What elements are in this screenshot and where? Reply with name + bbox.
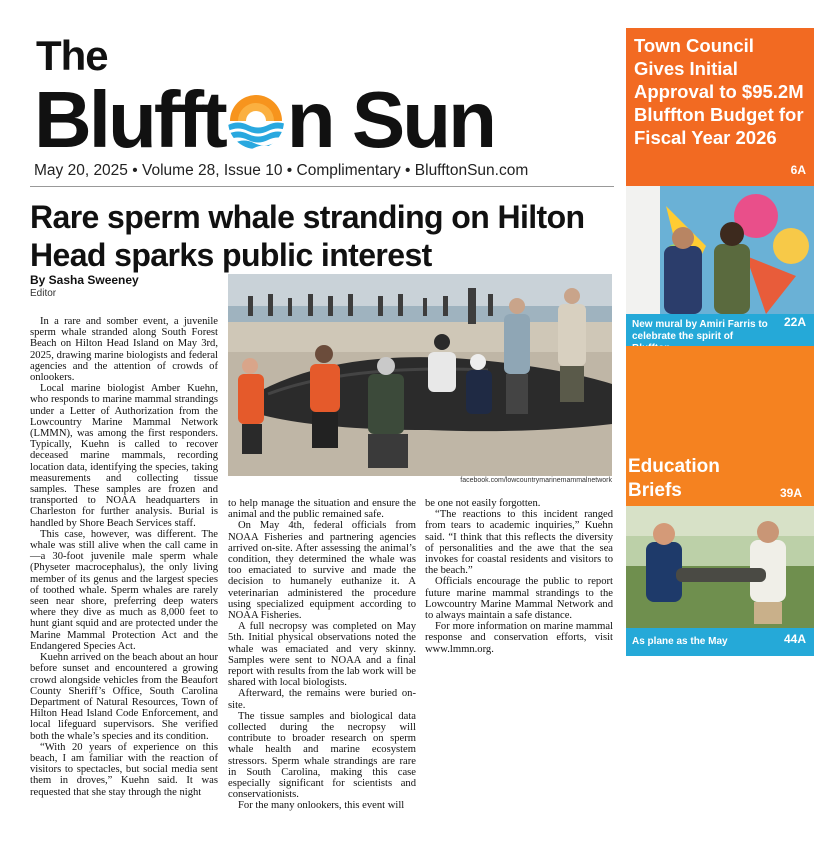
council-page-ref: 6A — [790, 163, 806, 177]
plane-caption-box[interactable] — [626, 628, 814, 656]
plane-page-ref: 44A — [783, 632, 806, 646]
paragraph: Officials encourage the public to report future marine mammal strandings to the Lowcountry Marine Mammal Network and to always maintain a safe distance. — [425, 576, 613, 622]
masthead — [34, 32, 614, 164]
education-title-line2: Briefs — [628, 480, 682, 501]
education-title-line1: Education — [628, 456, 720, 477]
paragraph: The tissue samples and biological data collected during the necropsy will contribute to broader research on sperm whale health and marine ecosystem stressors. Sperm whale strandings are rare in South Carolina, making this case especially significant for scientists and conservationists. — [228, 710, 416, 801]
education-page-ref: 39A — [780, 486, 803, 500]
council-headline: Town Council Gives Initial Approval to $95.2M Bluffton Budget for Fiscal Year 2026 — [634, 35, 804, 148]
article-headline: Rare sperm whale stranding on Hilton Head sparks public interest — [30, 199, 585, 273]
paragraph: A full necropsy was completed on May 5th. Initial physical observations noted the whale was emaciated and very skinny. Samples were sent to NOAA and a final report with results from the lab work will be shared with local biologists. — [228, 621, 416, 689]
paragraph: “The reactions to this incident ranged from tears to academic inquiries,” Kuehn said. “I think that this reflects the diversity of personalities and the awe that the sea invokes for coastal residents and visitors to the beach.” — [425, 509, 613, 577]
website[interactable]: BlufftonSun.com — [414, 162, 529, 179]
whale-stranding-photo — [228, 274, 612, 476]
volume-issue: Volume 28, Issue 10 — [141, 162, 283, 179]
paragraph: On May 4th, federal officials from NOAA Fisheries and partnering agencies arrived on-site. After assessing the animal’s condition, they determined the whale was too emaciated to survive and made the decision to humanely euthanize it. A veterinarian administered the procedure using specialized equipment according to NOAA Fisheries. — [228, 520, 416, 622]
paragraph: For the many onlookers, this event will — [238, 800, 405, 812]
byline: By Sasha Sweeney — [30, 273, 139, 287]
dateline — [34, 162, 614, 180]
sidebar-council-story[interactable] — [626, 28, 814, 186]
article-column-2 — [228, 498, 416, 812]
mural-caption-box[interactable] — [626, 314, 814, 346]
plane-photo[interactable] — [626, 506, 814, 628]
bullet-separator: • — [132, 162, 142, 179]
price: Complimentary — [296, 162, 401, 179]
paragraph: Local marine biologist Amber Kuehn, who responds to marine mammal strandings under a Letter of Authorization from the Lowcountry Marine Mammal Network (LMMN), was among the first responders. Typically, Kuehn is called to recover deceased marine mammals, recording location data, identifying the species, taking measurements and collecting tissue samples. These samples are frozen and transported to NOAA headquarters in Charleston for further analysis. Burial is handled by Shore Beach Services staff. — [30, 383, 218, 529]
byline-role: Editor — [30, 288, 57, 299]
plane-caption: As plane as the May — [632, 636, 728, 647]
paragraph: “With 20 years of experience on this beach, I am familiar with the reaction of visitors to spectacles, but social media sent them in droves,” Kuehn said. It was requested that she stay through the night — [30, 741, 218, 798]
masthead-title — [34, 76, 494, 164]
article-column-1 — [30, 316, 218, 798]
bullet-separator: • — [286, 162, 297, 179]
education-briefs-title — [628, 455, 720, 503]
masthead-divider — [30, 186, 614, 187]
paragraph: In a rare and somber event, a juvenile sperm whale stranded along South Forest Beach on Hilton Head Island on May 3rd, 2025, drawing marine biologists and federal agencies and the attention of crowds of onlookers. — [30, 316, 218, 384]
mural-caption: New mural by Amiri Farris to celebrate the spirit of — [632, 319, 768, 342]
article-column-3 — [425, 498, 613, 655]
paragraph: be one not easily forgotten. — [425, 498, 541, 509]
photo-credit: facebook.com/lowcountrymarinemammalnetwork — [460, 477, 612, 484]
sun-wave-logo-icon — [226, 91, 286, 151]
paragraph: Kuehn arrived on the beach about an hour before sunset and encountered a growing crowd alongside vehicles from the Beaufort County Sheriff’s Office, South Carolina Department of Natural Resources, Town of Hilton Head Island Code Enforcement, and local lifeguard supervisors. She verified both the whale’s species and its condition. — [30, 652, 218, 742]
masthead-the: The — [36, 32, 108, 79]
paragraph: For more information on marine mammal response and conservation efforts, visit www.lmmn.org. — [425, 621, 613, 655]
issue-date: May 20, 2025 — [34, 162, 128, 179]
mural-page-ref: 22A — [783, 315, 806, 329]
masthead-name-part2: n Sun — [286, 75, 494, 164]
paragraph: Afterward, the remains were buried on-site. — [228, 688, 416, 711]
bullet-separator: • — [405, 162, 415, 179]
masthead-name-part1: Blufft — [34, 75, 225, 164]
paragraph: to help manage the situation and ensure the animal and the public remained safe. — [228, 498, 416, 521]
paragraph: This case, however, was different. The whale was still alive when the call came in—a 30-foot juvenile male sperm whale (Physeter macrocephalus), the only living member of its genus and the largest species of toothed whale. Sperm whales are rarely seen near shore, preferring deep waters where they dive as much as 8,000 feet to hunt giant squid and are protected under the Marine Mammal Protection Act and the Endangered Species Act. — [30, 528, 218, 652]
